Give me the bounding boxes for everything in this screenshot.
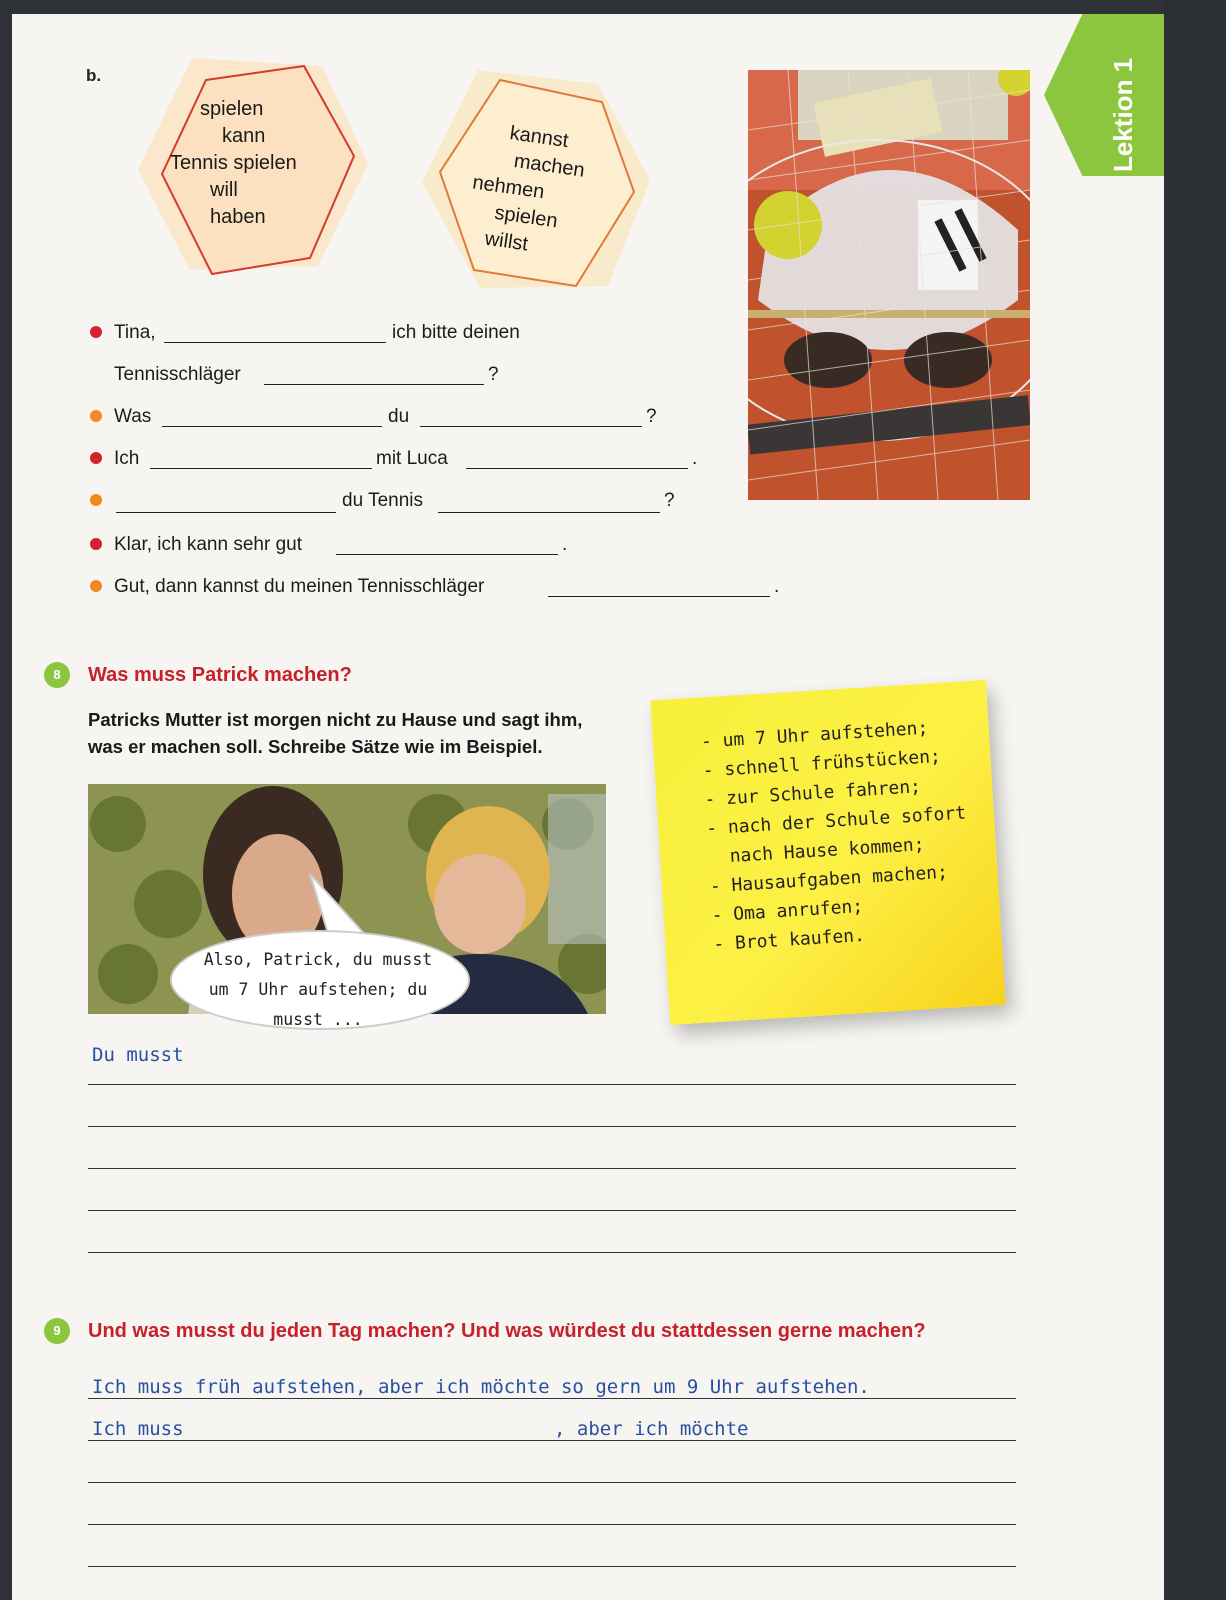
dialogue-text: du (388, 406, 410, 427)
example-handwriting: Ich muss früh aufstehen, aber ich möchte so gern um 9 Uhr aufstehen. (92, 1376, 870, 1398)
word-item: nehmen (471, 171, 546, 204)
bubble-line: um 7 Uhr aufstehen; du (208, 980, 428, 999)
word-item: haben (210, 206, 266, 228)
speaker-bullet-red (90, 538, 102, 550)
todo-item: - zur Schule fahren; (703, 776, 922, 811)
word-item: kann (222, 125, 266, 147)
dialogue-text: ? (664, 490, 675, 511)
answer-blank[interactable] (264, 384, 484, 385)
dialogue-text: ? (488, 364, 499, 385)
dialogue-text: mit Luca (376, 448, 448, 469)
todo-item: - Hausaufgaben machen; (709, 861, 949, 898)
answer-blank[interactable] (150, 468, 372, 469)
word-list-right (463, 116, 590, 265)
dialogue-text: . (692, 448, 698, 469)
todo-item: - nach der Schule sofort (705, 802, 967, 840)
sticky-note-list (700, 712, 974, 959)
writing-line[interactable] (88, 1210, 1016, 1211)
writing-line[interactable] (88, 1566, 1016, 1567)
bubble-line: Also, Patrick, du musst (203, 950, 433, 969)
dialogue-text: . (774, 576, 780, 597)
dialogue-text: Gut, dann kannst du meinen Tennisschläger (114, 576, 485, 597)
speech-bubble-text (170, 945, 466, 1035)
speaker-bullet-orange (90, 580, 102, 592)
template-handwriting-left: Ich muss (92, 1418, 184, 1440)
writing-line[interactable] (88, 1440, 1016, 1441)
word-item: will (210, 179, 238, 201)
todo-item: - schnell frühstücken; (702, 745, 942, 782)
writing-line[interactable] (88, 1482, 1016, 1483)
exercise-8-instruction (88, 706, 582, 760)
writing-line[interactable] (88, 1524, 1016, 1525)
sticky-note (650, 680, 1005, 1025)
word-item: kannst (508, 122, 570, 153)
writing-line[interactable] (88, 1398, 1016, 1399)
answer-blank[interactable] (548, 596, 770, 597)
template-handwriting-right: , aber ich möchte (554, 1418, 749, 1440)
bubble-line: musst ... (273, 1010, 363, 1029)
word-item: machen (512, 150, 587, 182)
speaker-bullet-red (90, 452, 102, 464)
exercise-9-title: Und was musst du jeden Tag machen? Und was würdest du stattdessen gerne machen? (88, 1320, 926, 1342)
section-label-b: b. (86, 66, 102, 85)
word-list-left (170, 96, 297, 231)
speaker-bullet-red (90, 326, 102, 338)
word-item: willst (483, 227, 530, 256)
todo-item: - Brot kaufen. (712, 924, 866, 956)
word-item: Tennis spielen (170, 152, 297, 174)
scan-background-edge (1164, 0, 1226, 1600)
dialogue-text: . (562, 534, 568, 555)
dialogue-text: ich bitte deinen (392, 322, 520, 343)
dialogue-text: ? (646, 406, 657, 427)
todo-item: - um 7 Uhr aufstehen; (700, 717, 929, 753)
answer-blank[interactable] (466, 468, 688, 469)
writing-line[interactable] (88, 1126, 1016, 1127)
answer-blank[interactable] (438, 512, 660, 513)
answer-blank[interactable] (116, 512, 336, 513)
exercise-number-9: 9 (44, 1318, 70, 1344)
speaker-bullet-orange (90, 494, 102, 506)
instruction-line: was er machen soll. Schreibe Sätze wie im Beispiel. (88, 736, 543, 757)
word-item: spielen (493, 201, 559, 233)
word-item: spielen (200, 98, 264, 120)
writing-line[interactable] (88, 1168, 1016, 1169)
dialogue-text: Tina, (114, 322, 156, 343)
dialogue-text: Tennisschläger (114, 364, 241, 385)
dialogue-text: Klar, ich kann sehr gut (114, 534, 302, 555)
answer-blank[interactable] (336, 554, 558, 555)
tennis-photo (748, 70, 1030, 500)
answer-handwriting: Du musst (92, 1044, 184, 1066)
writing-line[interactable] (88, 1084, 1016, 1085)
exercise-number-8: 8 (44, 662, 70, 688)
exercise-8-title: Was muss Patrick machen? (88, 664, 352, 686)
writing-line[interactable] (88, 1252, 1016, 1253)
todo-item: - Oma anrufen; (711, 895, 864, 927)
speaker-bullet-orange (90, 410, 102, 422)
dialogue-text: Ich (114, 448, 140, 469)
dialogue-text: Was (114, 406, 152, 427)
answer-blank[interactable] (164, 342, 386, 343)
answer-blank[interactable] (162, 426, 382, 427)
answer-blank[interactable] (420, 426, 642, 427)
dialogue-text: du Tennis (342, 490, 423, 511)
lesson-tab-label: Lektion 1 (1108, 57, 1138, 172)
instruction-line: Patricks Mutter ist morgen nicht zu Hause und sagt ihm, (88, 709, 583, 730)
todo-item: nach Hause kommen; (707, 834, 926, 869)
